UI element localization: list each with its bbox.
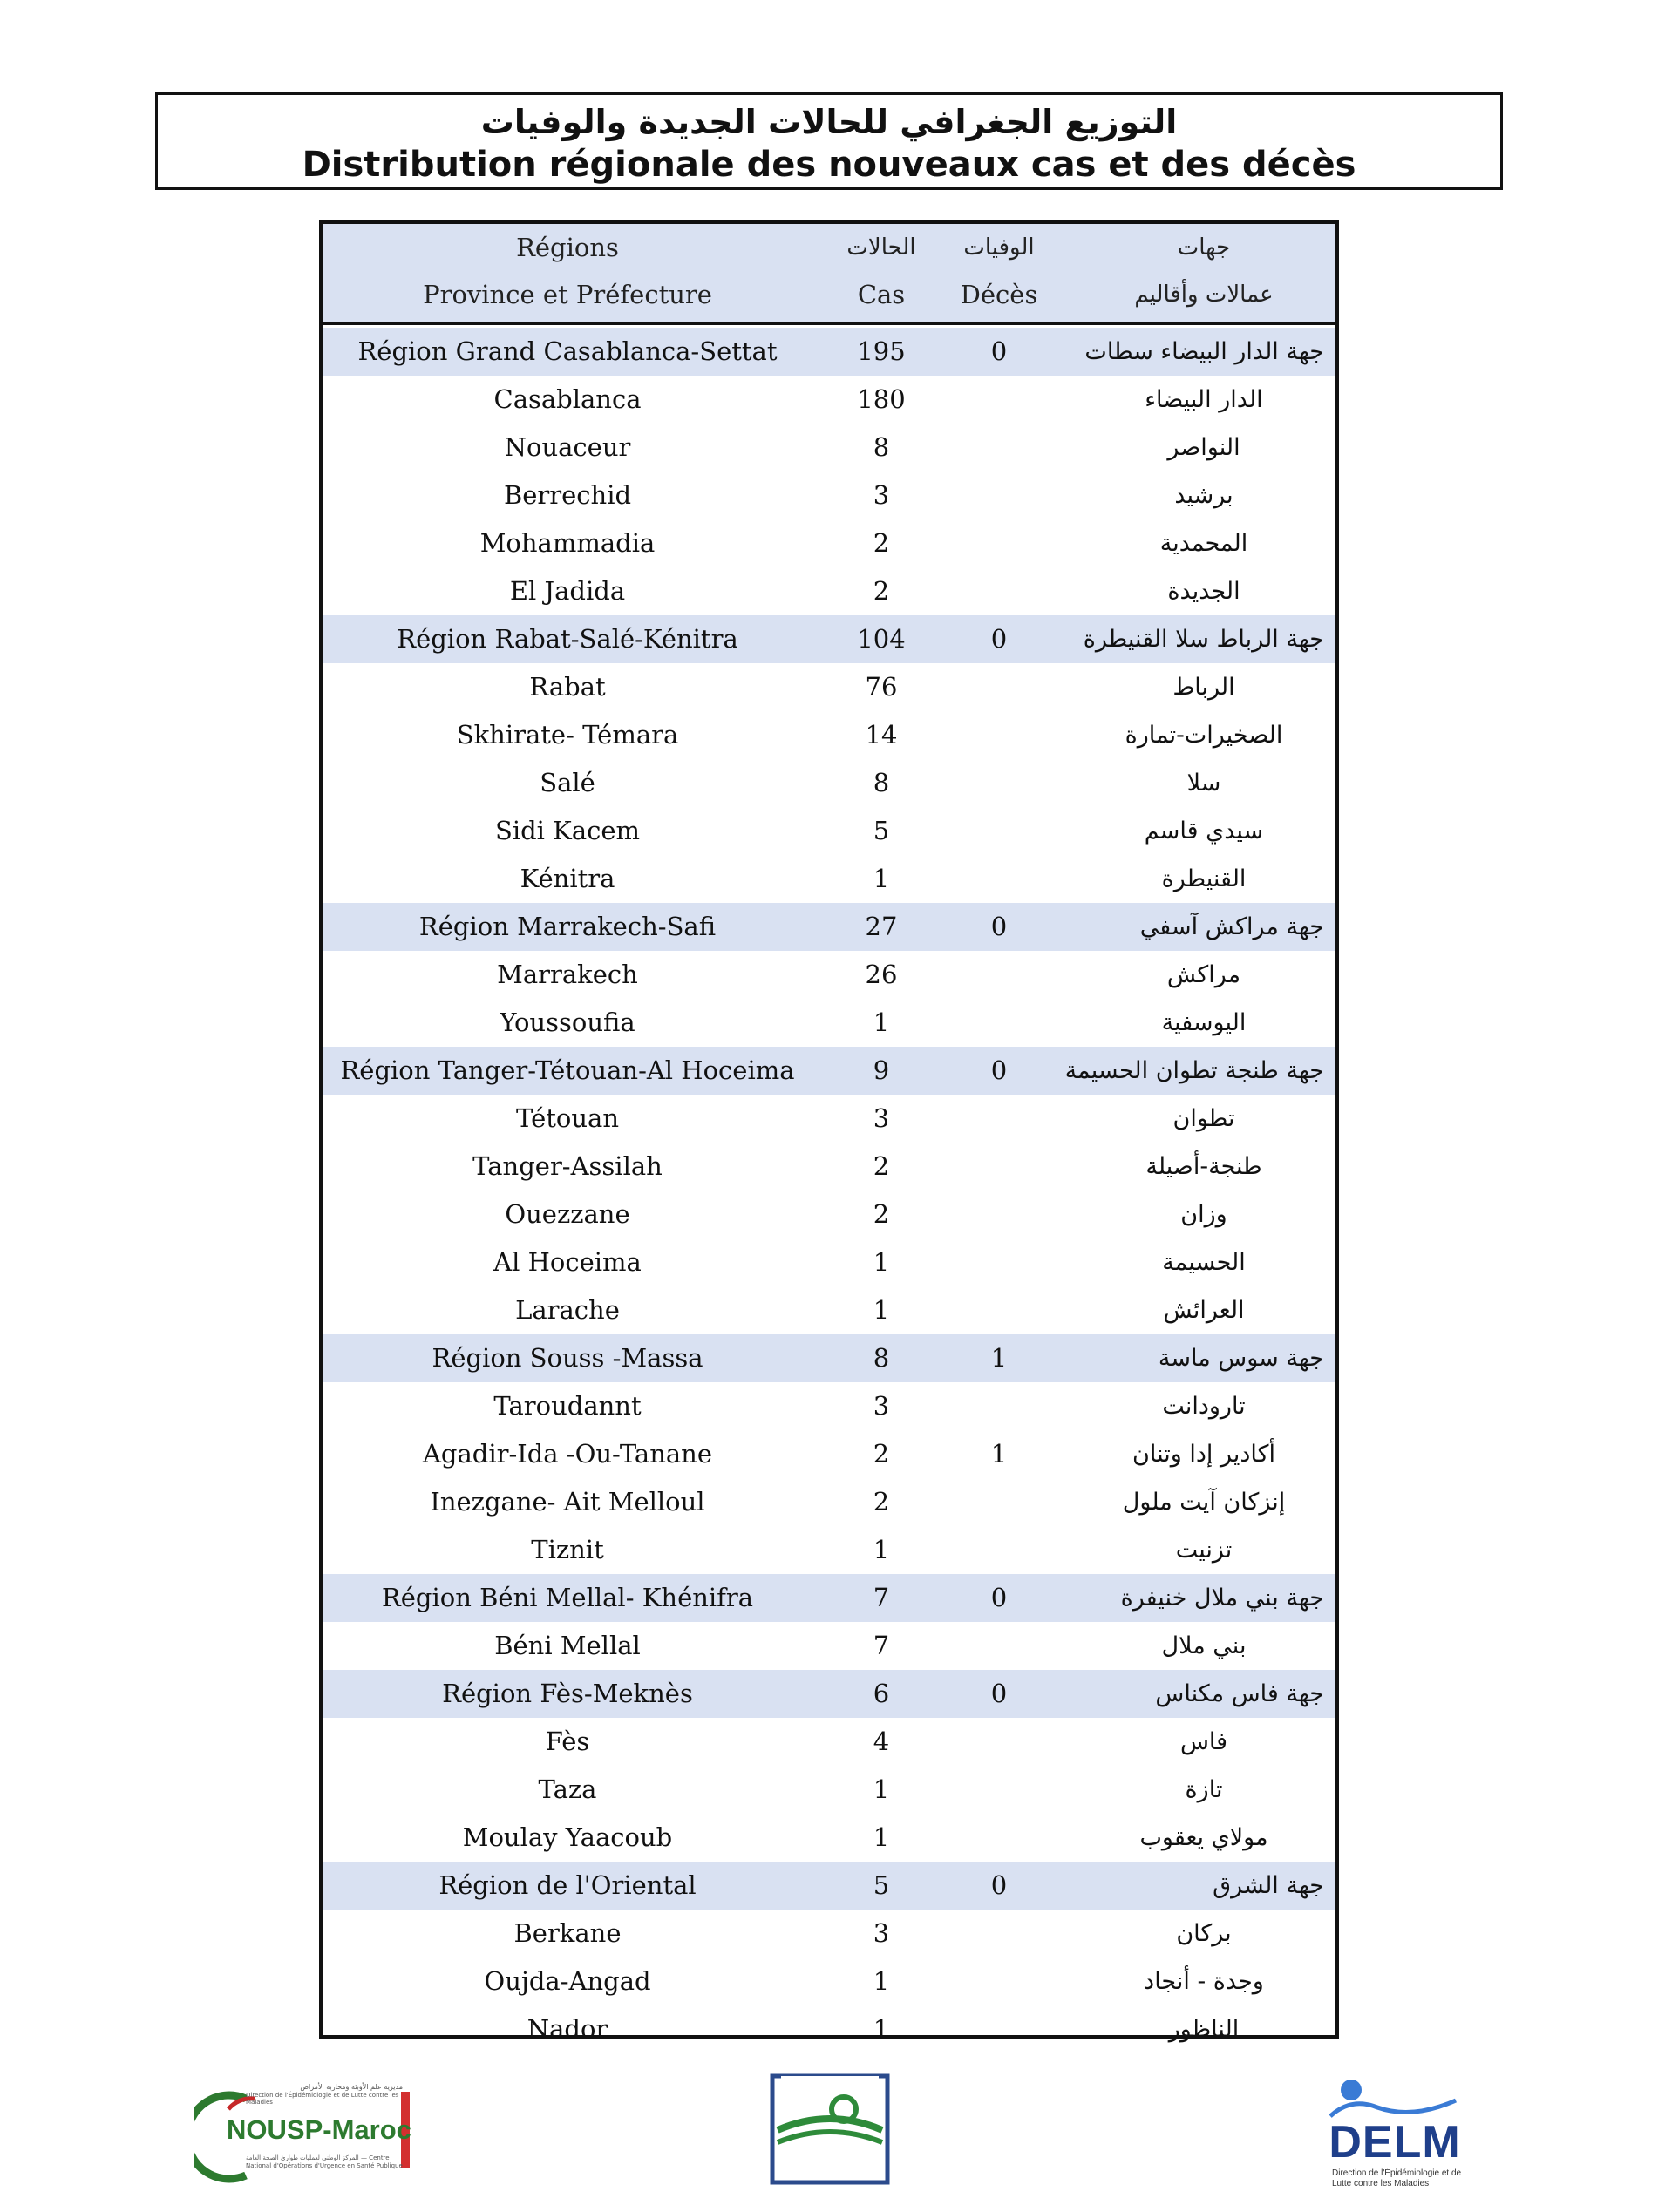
arabic-name: برشيد bbox=[1174, 482, 1233, 509]
province-name: Berrechid bbox=[503, 480, 632, 510]
nousp-bottom: المركز الوطني لعمليات طوارئ الصحة العامة — Centre National d'Opérations d'Urgence en Santé Publique bbox=[246, 2154, 403, 2169]
region-name: Région Fès-Meknès bbox=[442, 1679, 693, 1708]
deces-value: 0 bbox=[990, 1583, 1008, 1612]
arabic-name: العرائش bbox=[1163, 1297, 1245, 1324]
arabic-name: جهة بني ملال خنيفرة bbox=[1120, 1584, 1324, 1612]
nousp-label: NOUSP-Maroc bbox=[227, 2114, 411, 2145]
deces-value bbox=[934, 1622, 1064, 1670]
province-name: Sidi Kacem bbox=[494, 816, 641, 845]
table-header bbox=[323, 224, 1335, 325]
province-name: El Jadida bbox=[509, 576, 626, 606]
province-name: Oujda-Angad bbox=[484, 1966, 651, 1996]
cas-value: 195 bbox=[857, 336, 906, 366]
province-name: Kénitra bbox=[520, 864, 615, 893]
deces-value: 1 bbox=[990, 1343, 1008, 1373]
deces-value bbox=[934, 1814, 1064, 1862]
arabic-name: أكادير إدا وتنان bbox=[1132, 1441, 1275, 1468]
header-deces-fr: Décès bbox=[960, 280, 1038, 309]
province-row bbox=[323, 663, 1335, 711]
cas-value: 3 bbox=[873, 480, 890, 510]
title-french: Distribution régionale des nouveaux cas et des décès bbox=[302, 145, 1356, 185]
arabic-name: المحمدية bbox=[1159, 530, 1248, 557]
arabic-name: جهة مراكش آسفي bbox=[1139, 913, 1324, 940]
cas-value: 180 bbox=[857, 384, 906, 414]
arabic-name: مراكش bbox=[1166, 961, 1241, 988]
province-row bbox=[323, 1958, 1335, 2005]
province-name: Rabat bbox=[529, 672, 606, 702]
province-row bbox=[323, 855, 1335, 903]
arabic-name: جهة الدار البيضاء سطات bbox=[1084, 338, 1324, 365]
arabic-name: جهة طنجة تطوان الحسيمة bbox=[1064, 1057, 1324, 1084]
delm-logo bbox=[1325, 2074, 1465, 2196]
province-name: Fès bbox=[545, 1727, 590, 1756]
arabic-name: إنزكان آيت ملول bbox=[1122, 1489, 1286, 1516]
cas-value: 9 bbox=[873, 1055, 890, 1085]
deces-value bbox=[934, 1910, 1064, 1958]
cas-value: 8 bbox=[873, 432, 890, 462]
arabic-name: تارودانت bbox=[1162, 1393, 1246, 1420]
cas-value: 8 bbox=[873, 1343, 890, 1373]
deces-value bbox=[934, 759, 1064, 807]
deces-value bbox=[934, 1286, 1064, 1334]
province-row bbox=[323, 951, 1335, 999]
ministry-emblem-icon bbox=[769, 2073, 891, 2186]
province-name: Casablanca bbox=[493, 384, 642, 414]
deces-value: 0 bbox=[990, 1870, 1008, 1900]
arabic-name: جهة الشرق bbox=[1213, 1872, 1324, 1899]
deces-value bbox=[934, 472, 1064, 519]
region-row bbox=[323, 1047, 1335, 1095]
region-name: Région de l'Oriental bbox=[438, 1870, 697, 1900]
cas-value: 2 bbox=[873, 1439, 890, 1469]
arabic-name: سيدي قاسم bbox=[1144, 818, 1264, 845]
cas-value: 1 bbox=[873, 1535, 890, 1564]
province-row bbox=[323, 1814, 1335, 1862]
cas-value: 3 bbox=[873, 1103, 890, 1133]
province-name: Berkane bbox=[513, 1918, 622, 1948]
province-row bbox=[323, 807, 1335, 855]
region-name: Région Souss -Massa bbox=[432, 1343, 703, 1373]
distribution-table bbox=[319, 220, 1339, 2044]
province-name: Tiznit bbox=[531, 1535, 604, 1564]
cas-value: 2 bbox=[873, 528, 890, 558]
deces-value bbox=[934, 855, 1064, 903]
header-cas-ar: الحالات bbox=[846, 234, 916, 261]
deces-value bbox=[934, 711, 1064, 759]
region-row bbox=[323, 903, 1335, 951]
cas-value: 1 bbox=[873, 1295, 890, 1325]
province-name: Marrakech bbox=[497, 960, 638, 989]
deces-value bbox=[934, 1143, 1064, 1191]
region-row bbox=[323, 1670, 1335, 1718]
header-region-label: Régions bbox=[516, 233, 619, 262]
deces-value bbox=[934, 1718, 1064, 1766]
header-region bbox=[323, 224, 812, 322]
province-name: Larache bbox=[515, 1295, 620, 1325]
province-name: Béni Mellal bbox=[494, 1631, 641, 1660]
arabic-name: القنيطرة bbox=[1161, 865, 1247, 892]
province-row bbox=[323, 759, 1335, 807]
deces-value bbox=[934, 424, 1064, 472]
delm-subtitle: Direction de l'Épidémiologie et de Lutte contre les Maladies bbox=[1332, 2168, 1462, 2188]
deces-value bbox=[934, 663, 1064, 711]
arabic-name: الناظور bbox=[1168, 2016, 1240, 2043]
arabic-name: الجديدة bbox=[1167, 578, 1240, 605]
province-row bbox=[323, 567, 1335, 615]
header-arabic bbox=[1073, 224, 1335, 322]
region-row bbox=[323, 328, 1335, 376]
arabic-name: تزنيت bbox=[1175, 1537, 1233, 1564]
province-row bbox=[323, 1382, 1335, 1430]
province-row bbox=[323, 1766, 1335, 1814]
province-name: Taroudannt bbox=[493, 1391, 642, 1421]
cas-value: 5 bbox=[873, 816, 890, 845]
region-name: Région Grand Casablanca-Settat bbox=[357, 336, 778, 366]
deces-value bbox=[934, 1191, 1064, 1238]
table-body bbox=[323, 328, 1335, 2053]
province-name: Youssoufia bbox=[500, 1008, 635, 1037]
region-row bbox=[323, 615, 1335, 663]
cas-value: 26 bbox=[865, 960, 898, 989]
deces-value bbox=[934, 999, 1064, 1047]
province-row bbox=[323, 2005, 1335, 2053]
deces-value bbox=[934, 951, 1064, 999]
header-cas-fr: Cas bbox=[857, 280, 906, 309]
title-arabic: التوزيع الجغرافي للحالات الجديدة والوفيات bbox=[480, 103, 1178, 141]
arabic-name: تازة bbox=[1185, 1776, 1223, 1803]
province-name: Agadir-Ida -Ou-Tanane bbox=[422, 1439, 713, 1469]
region-name: Région Rabat-Salé-Kénitra bbox=[397, 624, 738, 654]
ministry-logo bbox=[769, 2073, 891, 2186]
province-row bbox=[323, 999, 1335, 1047]
deces-value bbox=[934, 376, 1064, 424]
province-name: Mohammadia bbox=[479, 528, 656, 558]
province-row bbox=[323, 1430, 1335, 1478]
deces-value bbox=[934, 1095, 1064, 1143]
cas-value: 1 bbox=[873, 1966, 890, 1996]
deces-value bbox=[934, 1526, 1064, 1574]
province-row bbox=[323, 1238, 1335, 1286]
deces-value: 1 bbox=[990, 1439, 1008, 1469]
province-row bbox=[323, 711, 1335, 759]
arabic-name: وزان bbox=[1180, 1201, 1227, 1228]
cas-value: 2 bbox=[873, 1487, 890, 1517]
cas-value: 3 bbox=[873, 1918, 890, 1948]
delm-label: DELM bbox=[1329, 2117, 1461, 2168]
arabic-name: فاس bbox=[1179, 1728, 1228, 1755]
deces-value bbox=[934, 1238, 1064, 1286]
province-name: Nador bbox=[527, 2014, 608, 2044]
header-deces-ar: الوفيات bbox=[963, 234, 1035, 261]
header-deces bbox=[934, 224, 1064, 322]
cas-value: 4 bbox=[873, 1727, 890, 1756]
arabic-name: الدار البيضاء bbox=[1145, 386, 1263, 413]
region-name: Région Tanger-Tétouan-Al Hoceima bbox=[340, 1055, 795, 1085]
deces-value bbox=[934, 519, 1064, 567]
arabic-name: بركان bbox=[1176, 1920, 1232, 1947]
header-province-label: Province et Préfecture bbox=[423, 280, 712, 309]
nousp-top-ar: مديرية علم الأوبئة ومحاربة الأمراض bbox=[300, 2083, 403, 2091]
arabic-name: وجدة - أنجاد bbox=[1144, 1968, 1264, 1995]
arabic-name: جهة الرباط سلا القنيطرة bbox=[1083, 626, 1324, 653]
province-row bbox=[323, 424, 1335, 472]
header-ar-line2: عمالات وأقاليم bbox=[1134, 282, 1274, 308]
cas-value: 2 bbox=[873, 576, 890, 606]
arabic-name: سلا bbox=[1186, 770, 1221, 797]
province-name: Inezgane- Ait Melloul bbox=[430, 1487, 705, 1517]
header-cas bbox=[838, 224, 925, 322]
province-row bbox=[323, 1478, 1335, 1526]
deces-value: 0 bbox=[990, 336, 1008, 366]
header-ar-line1: جهات bbox=[1177, 234, 1231, 261]
deces-value: 0 bbox=[990, 624, 1008, 654]
arabic-name: الحسيمة bbox=[1162, 1249, 1246, 1276]
region-name: Région Marrakech-Safi bbox=[418, 912, 717, 941]
arabic-name: الصخيرات-تمارة bbox=[1125, 722, 1283, 749]
delm-person-icon bbox=[1325, 2074, 1465, 2118]
arabic-name: تطوان bbox=[1172, 1105, 1235, 1132]
title-box bbox=[155, 92, 1503, 190]
province-row bbox=[323, 1622, 1335, 1670]
deces-value bbox=[934, 2005, 1064, 2053]
province-name: Tétouan bbox=[515, 1103, 619, 1133]
province-name: Nouaceur bbox=[504, 432, 631, 462]
cas-value: 1 bbox=[873, 864, 890, 893]
cas-value: 7 bbox=[873, 1631, 890, 1660]
province-row bbox=[323, 376, 1335, 424]
region-name: Région Béni Mellal- Khénifra bbox=[381, 1583, 754, 1612]
arabic-name: طنجة-أصيلة bbox=[1145, 1153, 1262, 1180]
province-name: Moulay Yaacoub bbox=[462, 1822, 673, 1852]
region-row bbox=[323, 1862, 1335, 1910]
cas-value: 6 bbox=[873, 1679, 890, 1708]
cas-value: 1 bbox=[873, 1247, 890, 1277]
province-name: Ouezzane bbox=[505, 1199, 630, 1229]
province-row bbox=[323, 1718, 1335, 1766]
nousp-top-fr: Direction de l'Épidémiologie et de Lutte contre les Maladies bbox=[246, 2092, 399, 2106]
deces-value bbox=[934, 1382, 1064, 1430]
cas-value: 5 bbox=[873, 1870, 890, 1900]
cas-value: 2 bbox=[873, 1199, 890, 1229]
cas-value: 27 bbox=[865, 912, 898, 941]
cas-value: 8 bbox=[873, 768, 890, 797]
cas-value: 7 bbox=[873, 1583, 890, 1612]
province-row bbox=[323, 1143, 1335, 1191]
cas-value: 1 bbox=[873, 1774, 890, 1804]
province-row bbox=[323, 1910, 1335, 1958]
deces-value bbox=[934, 567, 1064, 615]
deces-value bbox=[934, 1766, 1064, 1814]
province-name: Salé bbox=[540, 768, 595, 797]
province-row bbox=[323, 1286, 1335, 1334]
province-row bbox=[323, 1191, 1335, 1238]
cas-value: 1 bbox=[873, 1008, 890, 1037]
province-name: Al Hoceima bbox=[493, 1247, 642, 1277]
deces-value bbox=[934, 1478, 1064, 1526]
deces-value: 0 bbox=[990, 1679, 1008, 1708]
province-name: Taza bbox=[538, 1774, 597, 1804]
deces-value bbox=[934, 807, 1064, 855]
deces-value: 0 bbox=[990, 1055, 1008, 1085]
cas-value: 1 bbox=[873, 1822, 890, 1852]
region-row bbox=[323, 1334, 1335, 1382]
deces-value bbox=[934, 1958, 1064, 2005]
arabic-name: جهة سوس ماسة bbox=[1158, 1345, 1324, 1372]
arabic-name: النواصر bbox=[1167, 434, 1240, 461]
province-name: Skhirate- Témara bbox=[456, 720, 679, 750]
cas-value: 2 bbox=[873, 1151, 890, 1181]
cas-value: 3 bbox=[873, 1391, 890, 1421]
arabic-name: جهة فاس مكناس bbox=[1155, 1680, 1324, 1707]
deces-value: 0 bbox=[990, 912, 1008, 941]
province-name: Tanger-Assilah bbox=[472, 1151, 663, 1181]
arabic-name: مولاي يعقوب bbox=[1139, 1824, 1268, 1851]
cas-value: 76 bbox=[865, 672, 898, 702]
province-row bbox=[323, 1095, 1335, 1143]
cas-value: 1 bbox=[873, 2014, 890, 2044]
region-row bbox=[323, 1574, 1335, 1622]
nousp-logo bbox=[194, 2080, 420, 2184]
arabic-name: اليوسفية bbox=[1161, 1009, 1247, 1036]
cas-value: 104 bbox=[857, 624, 906, 654]
province-row bbox=[323, 519, 1335, 567]
province-row bbox=[323, 472, 1335, 519]
arabic-name: الرباط bbox=[1172, 674, 1235, 701]
cas-value: 14 bbox=[865, 720, 898, 750]
arabic-name: بني ملال bbox=[1161, 1632, 1247, 1659]
province-row bbox=[323, 1526, 1335, 1574]
